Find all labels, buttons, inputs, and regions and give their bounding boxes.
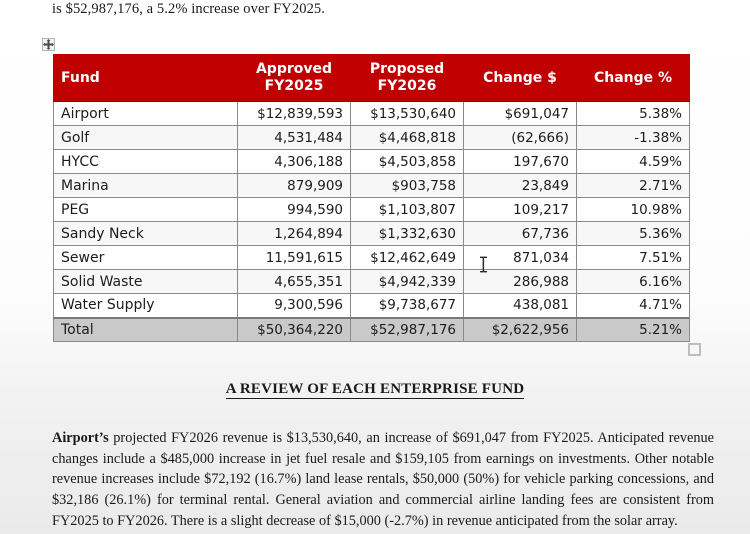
cell-total-label[interactable]: Total xyxy=(54,318,238,342)
cell-change-percent[interactable]: 5.36% xyxy=(577,222,690,246)
cell-change-dollar[interactable]: 67,736 xyxy=(464,222,577,246)
table-resize-handle-icon[interactable] xyxy=(688,343,701,356)
cell-change-percent[interactable]: 4.71% xyxy=(577,294,690,318)
cell-change-dollar[interactable]: (62,666) xyxy=(464,126,577,150)
column-header-proposed-line2: FY2026 xyxy=(377,78,437,94)
cell-proposed-fy2026[interactable]: $903,758 xyxy=(351,174,464,198)
cell-proposed-fy2026[interactable]: $9,738,677 xyxy=(351,294,464,318)
table-row[interactable] xyxy=(54,126,690,150)
cell-approved-fy2025[interactable]: 4,655,351 xyxy=(238,270,351,294)
cell-proposed-fy2026[interactable]: $1,103,807 xyxy=(351,198,464,222)
cell-total-change-dollar[interactable]: $2,622,956 xyxy=(464,318,577,342)
column-header-approved-line2: FY2025 xyxy=(264,78,324,94)
table-row[interactable] xyxy=(54,222,690,246)
column-header-change-dollar[interactable]: Change $ xyxy=(464,55,577,102)
cell-change-dollar[interactable]: 286,988 xyxy=(464,270,577,294)
column-header-approved-line1: Approved xyxy=(255,61,333,77)
cell-fund-name[interactable]: Sewer xyxy=(54,246,238,270)
enterprise-fund-table[interactable] xyxy=(53,54,690,342)
cell-fund-name[interactable]: Water Supply xyxy=(54,294,238,318)
top-continuation-sentence: is $52,987,176, a 5.2% increase over FY2025. xyxy=(52,1,326,17)
cell-change-dollar[interactable]: $691,047 xyxy=(464,102,577,126)
cell-approved-fy2025[interactable]: 11,591,615 xyxy=(238,246,351,270)
table-body xyxy=(54,102,690,342)
paragraph-body-text: projected FY2026 revenue is $13,530,640, an increase of $691,047 from FY2025. Anticipated revenue changes include a $485,000 increase in jet fuel resale and $159,105 from earnings on investments. Other notable revenue increases include $72,192 (16.7%) land lease rentals, $50,000 (50%) for vehicle parking concessions, and $32,186 (26.1%) for terminal rental. General aviation and commercial airline landing fees are consistent from FY2025 to FY2026. There is a slight decrease of $15,000 (-2.7%) in revenue anticipated from the solar array. xyxy=(52,430,714,529)
cell-change-dollar[interactable]: 438,081 xyxy=(464,294,577,318)
cell-total-approved-fy2025[interactable]: $50,364,220 xyxy=(238,318,351,342)
cell-change-dollar[interactable]: 109,217 xyxy=(464,198,577,222)
enterprise-fund-table-container[interactable] xyxy=(53,54,689,342)
cell-proposed-fy2026[interactable]: $4,942,339 xyxy=(351,270,464,294)
table-total-row[interactable] xyxy=(54,318,690,342)
cell-fund-name[interactable]: Golf xyxy=(54,126,238,150)
cell-fund-name[interactable]: Solid Waste xyxy=(54,270,238,294)
cell-proposed-fy2026[interactable]: $4,468,818 xyxy=(351,126,464,150)
cell-fund-name[interactable]: HYCC xyxy=(54,150,238,174)
cell-approved-fy2025[interactable]: 879,909 xyxy=(238,174,351,198)
paragraph-lead-bold: Airport’s xyxy=(52,430,109,447)
cell-change-percent[interactable]: 4.59% xyxy=(577,150,690,174)
column-header-fund[interactable]: Fund xyxy=(54,55,238,102)
cell-fund-name[interactable]: Airport xyxy=(54,102,238,126)
column-header-change-percent[interactable]: Change % xyxy=(577,55,690,102)
table-row[interactable] xyxy=(54,198,690,222)
cell-change-percent[interactable]: 5.38% xyxy=(577,102,690,126)
cell-change-dollar[interactable]: 23,849 xyxy=(464,174,577,198)
cell-approved-fy2025[interactable]: 994,590 xyxy=(238,198,351,222)
cell-approved-fy2025[interactable]: 9,300,596 xyxy=(238,294,351,318)
cell-approved-fy2025[interactable]: 1,264,894 xyxy=(238,222,351,246)
cell-fund-name[interactable]: Sandy Neck xyxy=(54,222,238,246)
table-row[interactable] xyxy=(54,150,690,174)
table-header-row xyxy=(54,55,690,102)
airport-paragraph xyxy=(52,428,714,531)
cell-proposed-fy2026[interactable]: $12,462,649 xyxy=(351,246,464,270)
cell-change-percent[interactable]: 10.98% xyxy=(577,198,690,222)
cell-change-dollar[interactable]: 197,670 xyxy=(464,150,577,174)
cell-change-percent[interactable]: 2.71% xyxy=(577,174,690,198)
cell-total-change-percent[interactable]: 5.21% xyxy=(577,318,690,342)
cell-change-percent[interactable]: 7.51% xyxy=(577,246,690,270)
cell-approved-fy2025[interactable]: $12,839,593 xyxy=(238,102,351,126)
table-row[interactable] xyxy=(54,102,690,126)
column-header-approved-fy2025[interactable] xyxy=(238,55,351,102)
table-row[interactable] xyxy=(54,270,690,294)
cell-fund-name[interactable]: PEG xyxy=(54,198,238,222)
cell-fund-name[interactable]: Marina xyxy=(54,174,238,198)
section-heading xyxy=(0,381,750,398)
table-row[interactable] xyxy=(54,294,690,318)
cell-proposed-fy2026[interactable]: $4,503,858 xyxy=(351,150,464,174)
cell-proposed-fy2026[interactable]: $13,530,640 xyxy=(351,102,464,126)
section-heading-text: A REVIEW OF EACH ENTERPRISE FUND xyxy=(225,381,525,397)
table-move-handle-icon[interactable] xyxy=(42,38,55,51)
cell-change-percent[interactable]: -1.38% xyxy=(577,126,690,150)
column-header-proposed-line1: Proposed xyxy=(369,61,445,77)
cell-proposed-fy2026[interactable]: $1,332,630 xyxy=(351,222,464,246)
table-header-row-group xyxy=(54,55,690,102)
cell-approved-fy2025[interactable]: 4,531,484 xyxy=(238,126,351,150)
table-row[interactable] xyxy=(54,246,690,270)
cell-change-percent[interactable]: 6.16% xyxy=(577,270,690,294)
column-header-proposed-fy2026[interactable] xyxy=(351,55,464,102)
cell-change-dollar[interactable]: 871,034 xyxy=(464,246,577,270)
cell-total-proposed-fy2026[interactable]: $52,987,176 xyxy=(351,318,464,342)
table-row[interactable] xyxy=(54,174,690,198)
cell-approved-fy2025[interactable]: 4,306,188 xyxy=(238,150,351,174)
